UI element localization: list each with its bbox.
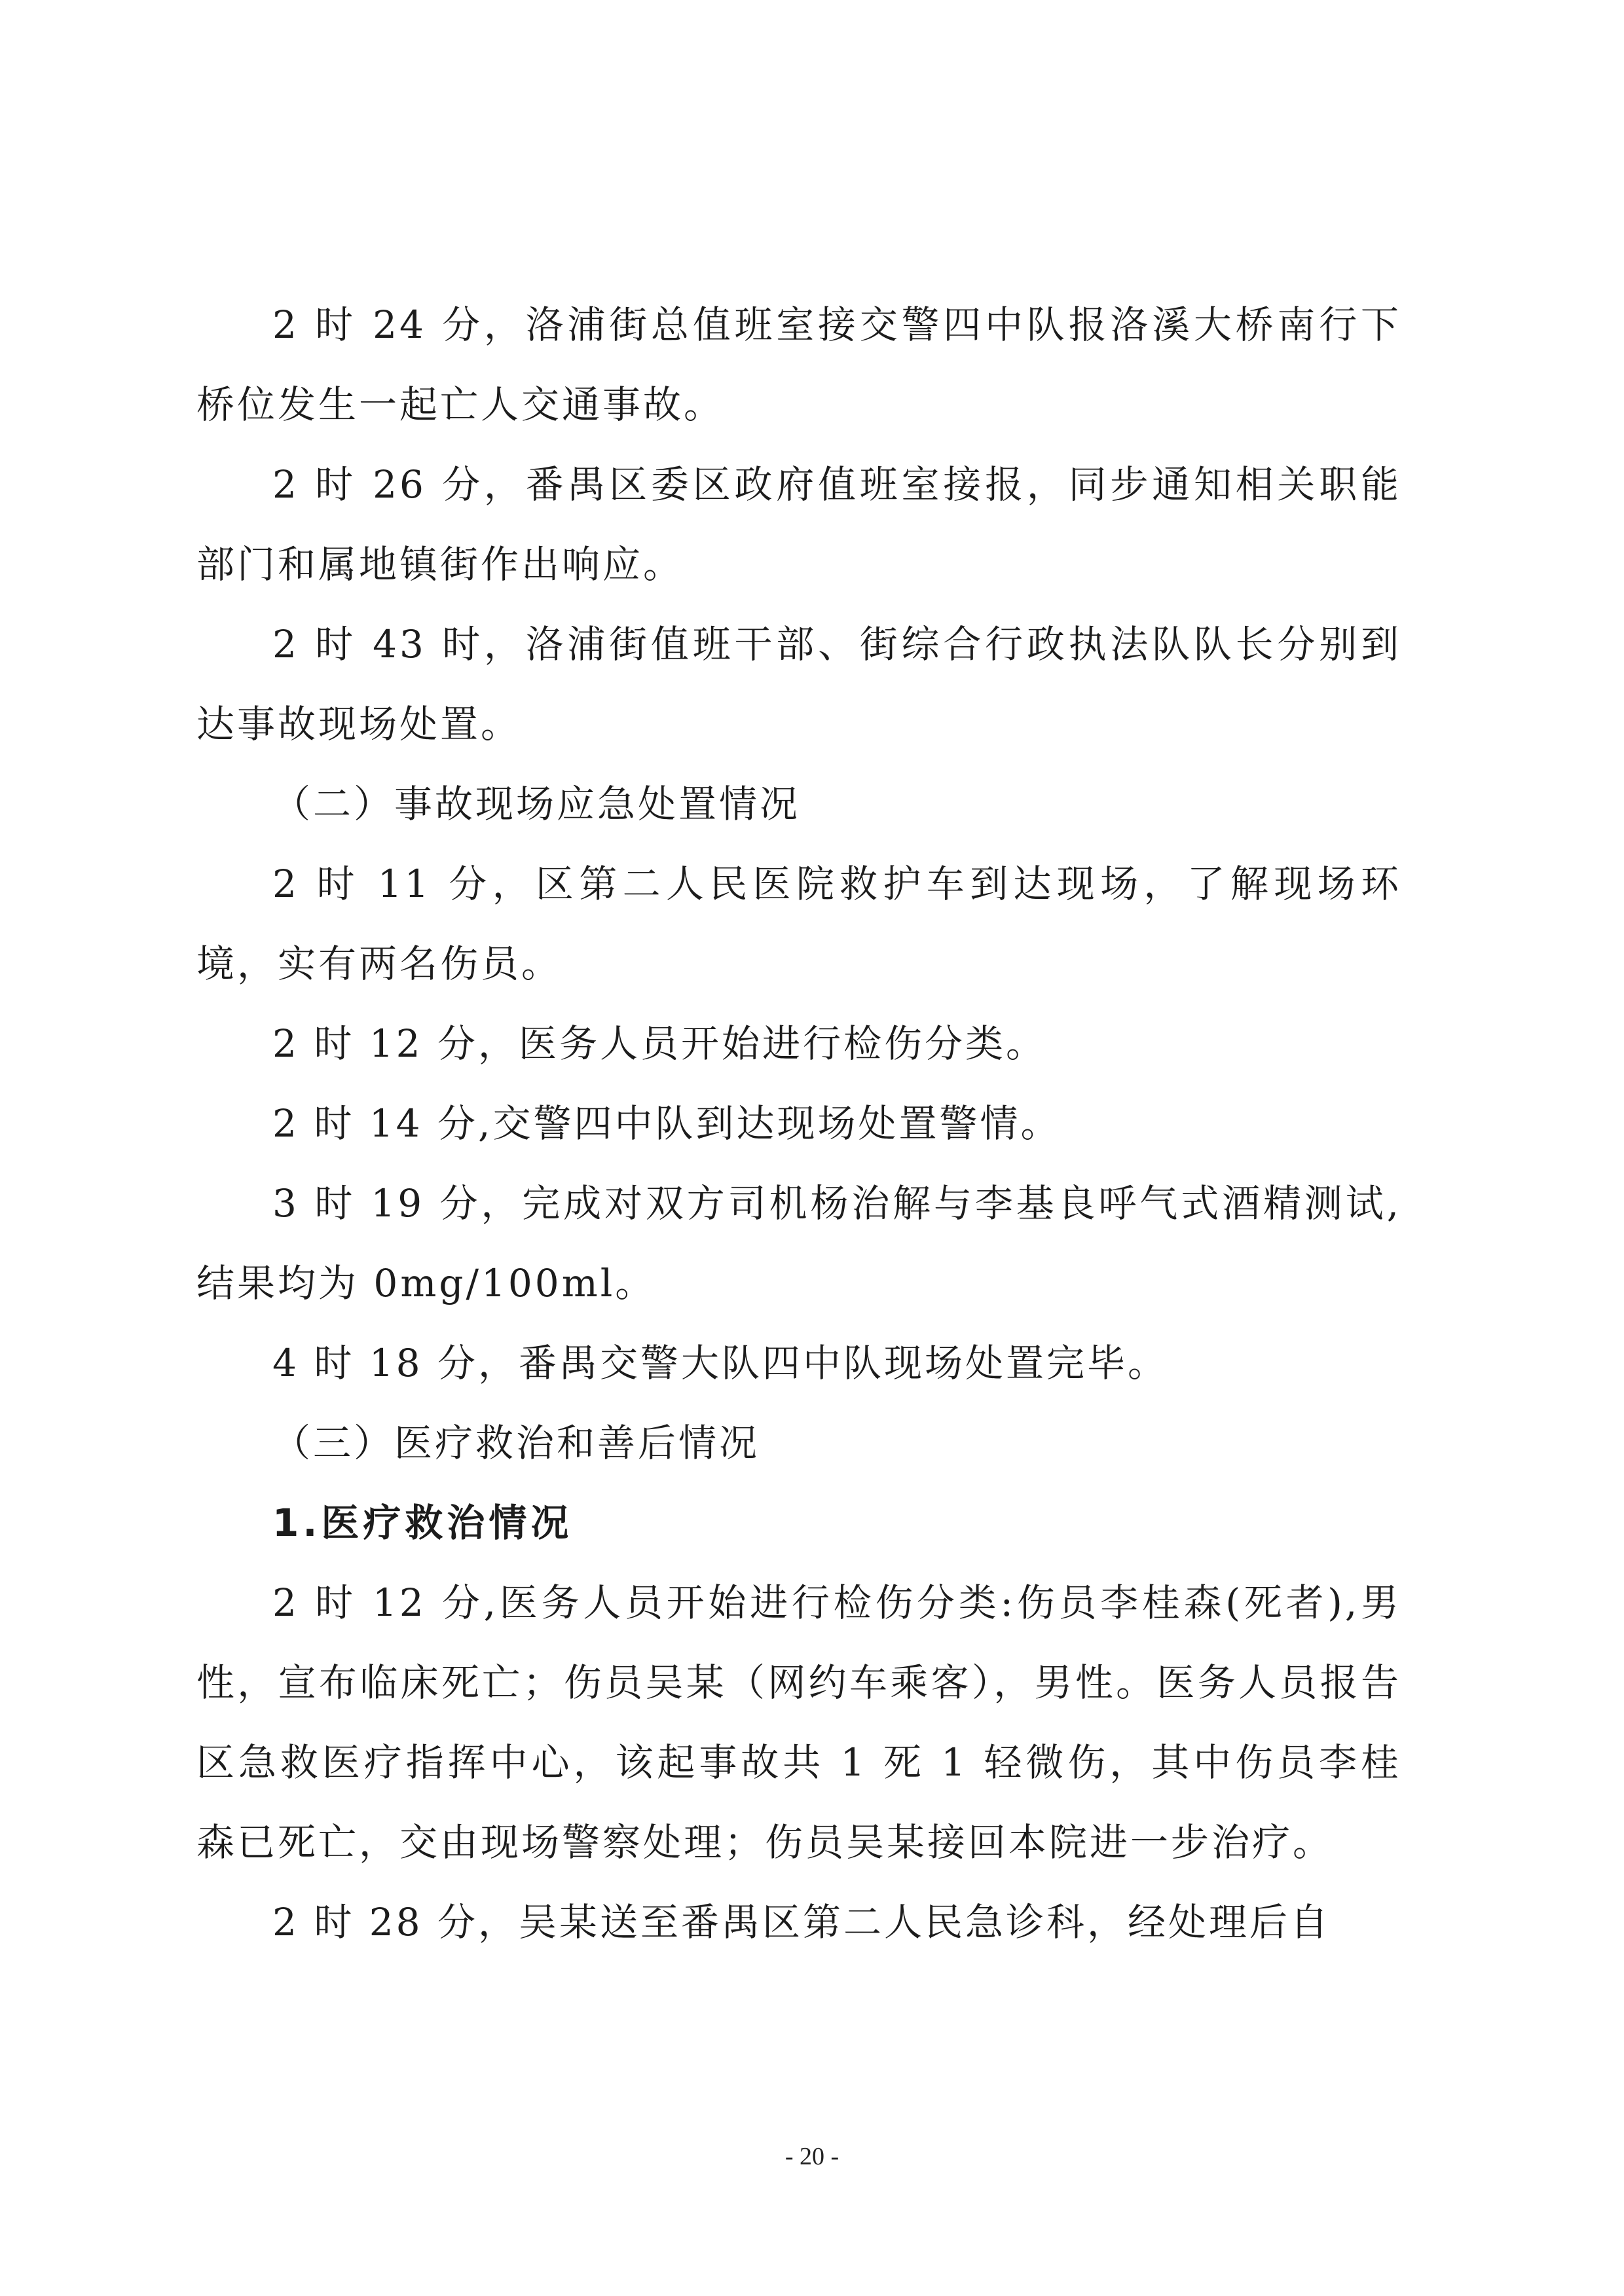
paragraph: 2 时 24 分，洛浦街总值班室接交警四中队报洛溪大桥南行下桥位发生一起亡人交通事故。	[196, 302, 1401, 427]
paragraph: 2 时 11 分，区第二人民医院救护车到达现场，了解现场环境，实有两名伤员。	[196, 862, 1401, 986]
section-heading: （三）医疗救治和善后情况	[272, 1421, 760, 1465]
paragraph: 3 时 19 分，完成对双方司机杨治解与李基良呼气式酒精测试,结果均为 0mg/100ml。	[196, 1181, 1401, 1305]
section-heading: （二）事故现场应急处置情况	[272, 782, 801, 826]
paragraph: 2 时 26 分，番禺区委区政府值班室接报，同步通知相关职能部门和属地镇街作出响应。	[196, 462, 1401, 587]
paragraph: 4 时 18 分，番禺交警大队四中队现场处置完毕。	[272, 1341, 1169, 1385]
document-body	[196, 285, 1401, 1962]
paragraph: 2 时 12 分，医务人员开始进行检伤分类。	[272, 1021, 1047, 1066]
paragraph: 2 时 28 分，吴某送至番禺区第二人民急诊科，经处理后自	[272, 1900, 1331, 1944]
page-number: - 20 -	[784, 2143, 840, 2170]
subsection-heading: 1.医疗救治情况	[272, 1501, 573, 1545]
paragraph: 2 时 43 时，洛浦街值班干部、街综合行政执法队队长分别到达事故现场处置。	[196, 622, 1401, 746]
paragraph: 2 时 12 分,医务人员开始进行检伤分类:伤员李桂森(死者),男性，宣布临床死亡；伤员吴某（网约车乘客），男性。医务人员报告区急救医疗指挥中心，该起事故共 1 死 1 轻微伤，其中伤员李桂森已死亡，交由现场警察处理；伤员吴某接回本院进一步治疗。	[196, 1580, 1401, 1865]
paragraph: 2 时 14 分,交警四中队到达现场处置警情。	[272, 1101, 1061, 1146]
